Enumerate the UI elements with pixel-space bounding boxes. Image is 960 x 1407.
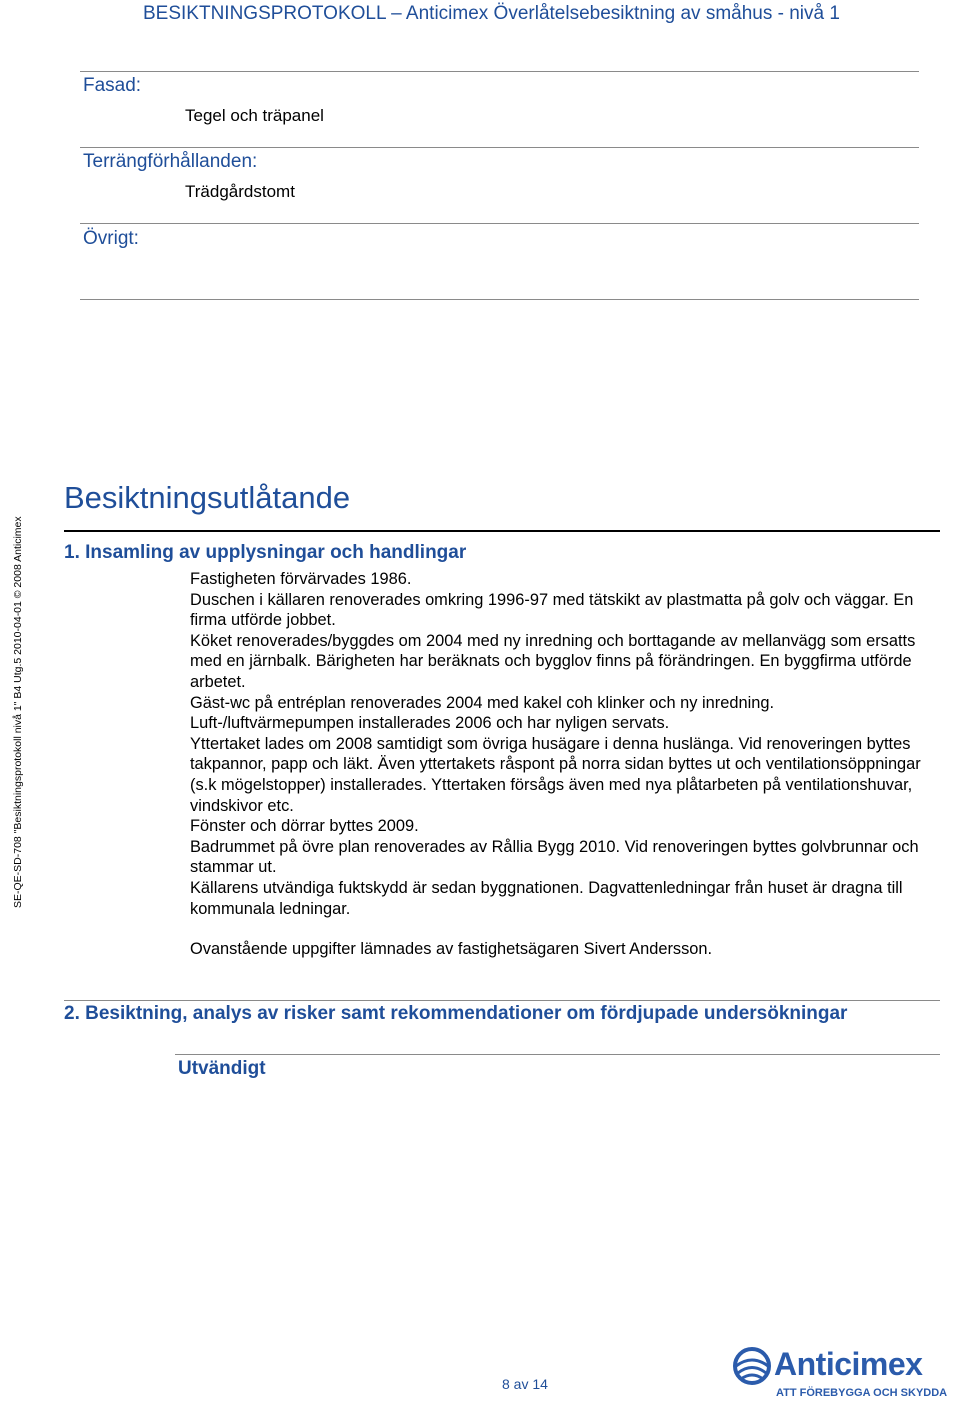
terrang-value: Trädgårdstomt [185,182,295,201]
ovrigt-label: Övrigt: [83,228,139,249]
anticimex-logo [728,1346,952,1402]
section1-line: Gäst-wc på entréplan renoverades 2004 med kakel coh klinker och ny inredning. [190,693,775,712]
divider [80,71,919,72]
divider [64,1000,940,1001]
section1-body [190,569,930,919]
divider [80,299,919,300]
section1-line: Luft-/luftvärmepumpen installerades 2006 och har nyligen servats. [190,714,670,733]
side-document-code-text: SE-QE-SD-708 "Besiktningsprotokoll nivå 1" B4 Utg.5 2010-04-01 © 2008 Anticimex [12,516,24,908]
section1-line: Yttertaket lades om 2008 samtidigt som övriga husägare i denna huslänga. Vid renoveringen byttes takpannor, papp och läkt. Även yttertakets råspont på norra sidan byttes ut och ventilationsöppningar (s.k mögelstopper) installerades. Yttertaken försågs även med nya plåtarbeten på ventilationshuvar, vindskivor etc. [190,734,921,815]
logo-wordmark: Anticimex [774,1346,923,1382]
logo-tagline: ATT FÖREBYGGA OCH SKYDDA [776,1387,948,1399]
section1-line: Badrummet på övre plan renoverades av Rållia Bygg 2010. Vid renoveringen byttes golvbrunnar och stammar ut. [190,837,919,877]
section1-line: Fastigheten förvärvades 1986. [190,570,412,588]
document-header-title: BESIKTNINGSPROTOKOLL – Anticimex Överlåtelsebesiktning av småhus - nivå 1 [143,3,840,24]
divider [175,1054,940,1055]
terrang-label: Terrängförhållanden: [83,151,258,172]
section1-line: Källarens utvändiga fuktskydd är sedan byggnationen. Dagvattenledningar från huset är dragna till kommunala ledningar. [190,878,903,918]
page-number: 8 av 14 [502,1376,548,1392]
side-document-code [0,508,24,908]
fasad-label: Fasad: [83,75,142,96]
section1-line: Duschen i källaren renoverades omkring 1996-97 med tätskikt av plastmatta på golv och väggar. En firma utförde jobbet. [190,590,914,630]
section2-heading: 2. Besiktning, analys av risker samt rekommendationer om fördjupade undersökningar [64,1003,848,1024]
report-title: Besiktningsutlåtande [64,480,351,515]
fasad-value: Tegel och träpanel [185,106,324,125]
section1-line: Köket renoverades/byggdes om 2004 med ny inredning och borttagande av mellanvägg som ersatts med en järnbalk. Bärigheten har beräknats och bygglov finns på förändringen. En byggfirma utförde arbetet. [190,631,916,691]
section1-source-note: Ovanstående uppgifter lämnades av fastighetsägaren Sivert Andersson. [190,940,713,958]
report-title-rule [64,530,940,532]
section1-heading: 1. Insamling av upplysningar och handlingar [64,542,467,563]
divider [80,223,919,224]
section1-line: Fönster och dörrar byttes 2009. [190,817,419,836]
divider [80,147,919,148]
section2-subheading: Utvändigt [178,1058,266,1079]
